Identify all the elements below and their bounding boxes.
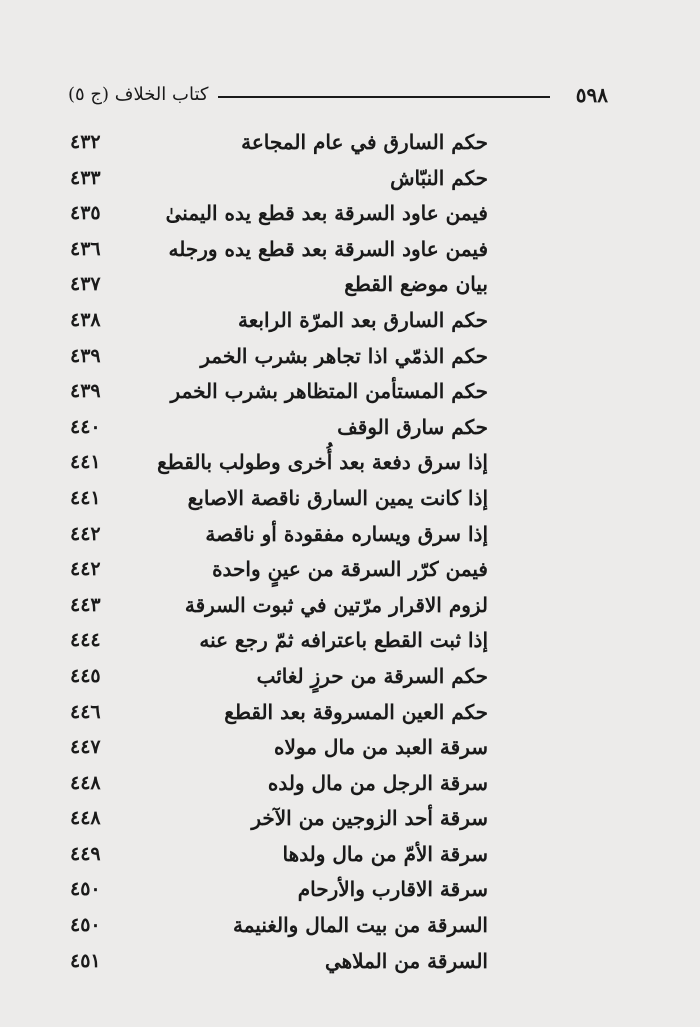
- toc-entry-page-number: ٤٤٣: [70, 593, 101, 616]
- toc-entry-page-number: ٤٣٣: [70, 166, 101, 189]
- toc-entry-title: السرقة من بيت المال والغنيمة: [233, 913, 488, 938]
- toc-entry: [70, 661, 488, 697]
- toc-entry: [70, 803, 488, 839]
- toc-entry-title: فيمن عاود السرقة بعد قطع يده ورجله: [168, 236, 488, 261]
- toc-entry-page-number: ٤٣٨: [70, 308, 101, 331]
- toc-entry: [70, 127, 488, 163]
- toc-entry-title: سرقة الأمّ من مال ولدها: [282, 841, 488, 866]
- toc-entry-page-number: ٤٥٠: [70, 878, 101, 901]
- page-header: [68, 82, 608, 108]
- toc-entry-title: فيمن كرّر السرقة من عينٍ واحدة: [212, 557, 488, 582]
- toc-entry-title: حكم السرقة من حرزٍ لغائب: [256, 663, 488, 688]
- toc-entry-page-number: ٤٣٩: [70, 344, 101, 367]
- toc-entry-page-number: ٤٣٧: [70, 273, 101, 296]
- toc-entry-page-number: ٤٤١: [70, 486, 101, 509]
- toc-entry-page-number: ٤٤٧: [70, 736, 101, 759]
- toc-entry-title: سرقة الاقارب والأرحام: [297, 877, 488, 902]
- page-number: ٥٩٨: [575, 83, 608, 107]
- toc-entry: [70, 554, 488, 590]
- toc-entry-page-number: ٤٥٠: [70, 914, 101, 937]
- book-title: كتاب الخلاف (ج ٥): [68, 84, 209, 105]
- toc-entry-title: إذا كانت يمين السارق ناقصة الاصابع: [187, 485, 488, 510]
- toc-entry: [70, 269, 488, 305]
- header-rule: [218, 96, 550, 98]
- toc-entry-page-number: ٤٣٩: [70, 380, 101, 403]
- toc-entry-title: حكم المستأمن المتظاهر بشرب الخمر: [170, 379, 488, 404]
- toc-entry: [70, 732, 488, 768]
- toc-entry-title: حكم سارق الوقف: [337, 414, 488, 439]
- toc-entry: [70, 483, 488, 519]
- toc-entry-title: سرقة العبد من مال مولاه: [274, 735, 488, 760]
- toc-entry: [70, 839, 488, 875]
- toc-entry: [70, 341, 488, 377]
- toc-entry-title: لزوم الاقرار مرّتين في ثبوت السرقة: [184, 592, 488, 617]
- toc-entry-title: سرقة الرجل من مال ولده: [267, 770, 488, 795]
- toc-entry: [70, 234, 488, 270]
- toc-entry-title: إذا سرق ويساره مفقودة أو ناقصة: [205, 521, 488, 546]
- toc-entry-title: حكم السارق بعد المرّة الرابعة: [238, 307, 488, 332]
- table-of-contents: [70, 127, 488, 981]
- toc-entry-title: إذا سرق دفعة بعد أُخرى وطولب بالقطع: [157, 450, 488, 475]
- toc-entry: [70, 910, 488, 946]
- toc-entry-page-number: ٤٤٠: [70, 415, 101, 438]
- toc-entry: [70, 412, 488, 448]
- toc-entry-page-number: ٤٤٤: [70, 629, 101, 652]
- toc-entry-page-number: ٤٤١: [70, 451, 101, 474]
- toc-entry: [70, 768, 488, 804]
- toc-entry-title: حكم العين المسروقة بعد القطع: [224, 699, 488, 724]
- toc-entry: [70, 305, 488, 341]
- toc-entry: [70, 946, 488, 982]
- toc-entry-page-number: ٤٤٢: [70, 522, 101, 545]
- toc-entry-title: حكم الذمّي اذا تجاهر بشرب الخمر: [200, 343, 488, 368]
- toc-entry-title: حكم النبّاش: [390, 165, 488, 190]
- toc-entry-page-number: ٤٤٥: [70, 664, 101, 687]
- toc-entry: [70, 625, 488, 661]
- toc-entry-page-number: ٤٤٢: [70, 558, 101, 581]
- toc-entry: [70, 198, 488, 234]
- toc-entry-page-number: ٤٤٨: [70, 771, 101, 794]
- toc-entry-title: سرقة أحد الزوجين من الآخر: [251, 806, 488, 831]
- toc-entry: [70, 697, 488, 733]
- toc-entry-page-number: ٤٣٢: [70, 131, 101, 153]
- toc-entry: [70, 590, 488, 626]
- toc-entry: [70, 874, 488, 910]
- toc-entry-page-number: ٤٤٨: [70, 807, 101, 830]
- toc-entry-title: السرقة من الملاهي: [324, 948, 488, 973]
- toc-entry: [70, 376, 488, 412]
- toc-entry: [70, 447, 488, 483]
- toc-entry-title: حكم السارق في عام المجاعة: [241, 130, 488, 154]
- toc-entry-title: فيمن عاود السرقة بعد قطع يده اليمنىٰ: [165, 201, 488, 226]
- toc-entry-title: بيان موضع القطع: [344, 272, 488, 297]
- toc-entry-page-number: ٤٥١: [70, 949, 101, 972]
- toc-entry-page-number: ٤٤٦: [70, 700, 101, 723]
- toc-entry: [70, 519, 488, 555]
- toc-entry-page-number: ٤٣٦: [70, 237, 101, 260]
- toc-entry-title: إذا ثبت القطع باعترافه ثمّ رجع عنه: [199, 628, 488, 653]
- toc-entry: [70, 163, 488, 199]
- toc-entry-page-number: ٤٣٥: [70, 202, 101, 225]
- toc-entry-page-number: ٤٤٩: [70, 842, 101, 865]
